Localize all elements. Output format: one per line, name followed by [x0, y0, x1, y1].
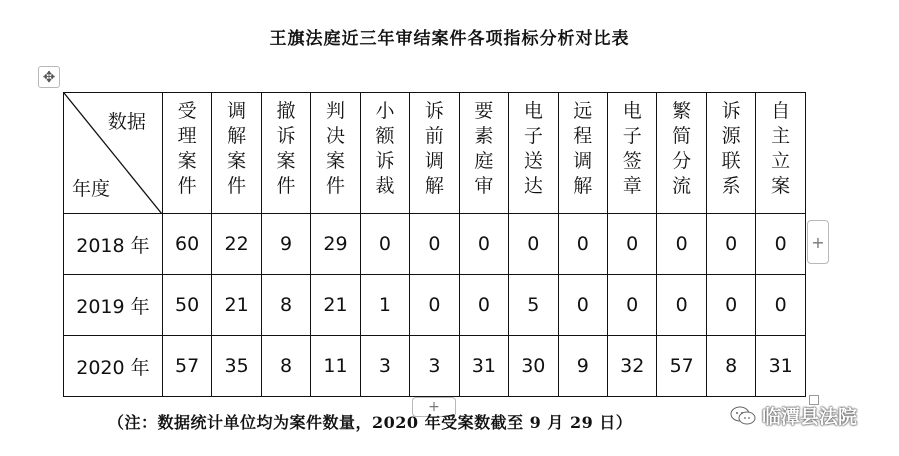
table-cell[interactable]: 0: [509, 214, 558, 275]
add-column-plus-icon[interactable]: +: [807, 220, 829, 264]
column-header: 小额诉裁: [360, 93, 409, 214]
table-row: [64, 275, 806, 336]
table-cell[interactable]: 0: [459, 275, 508, 336]
table-cell[interactable]: 22: [212, 214, 261, 275]
table-cell[interactable]: 50: [162, 275, 211, 336]
table-cell[interactable]: 0: [756, 214, 806, 275]
table-cell[interactable]: 8: [706, 336, 755, 397]
table-cell[interactable]: 0: [608, 214, 657, 275]
table-cell[interactable]: 21: [311, 275, 360, 336]
table-cell[interactable]: 0: [756, 275, 806, 336]
watermark-text: 临潭县法院: [762, 406, 858, 428]
table-cell[interactable]: 57: [162, 336, 211, 397]
table-move-icon[interactable]: ✥: [38, 66, 60, 88]
table-cell[interactable]: 0: [657, 275, 706, 336]
page-title: 王旗法庭近三年审结案件各项指标分析对比表: [269, 29, 630, 49]
year-cell[interactable]: 2019 年: [64, 275, 163, 336]
table-cell[interactable]: 0: [558, 214, 607, 275]
table-cell[interactable]: 31: [459, 336, 508, 397]
table-cell[interactable]: 8: [261, 336, 310, 397]
table-header-row: [64, 93, 806, 214]
table-cell[interactable]: 0: [657, 214, 706, 275]
table-cell[interactable]: 3: [410, 336, 459, 397]
table-row: [64, 336, 806, 397]
corner-cell: [64, 93, 163, 214]
add-row-plus-icon[interactable]: +: [412, 397, 456, 417]
table-cell[interactable]: 0: [558, 275, 607, 336]
table-cell[interactable]: 32: [608, 336, 657, 397]
table-cell[interactable]: 0: [608, 275, 657, 336]
table-cell[interactable]: 21: [212, 275, 261, 336]
column-header: 受理案件: [162, 93, 211, 214]
corner-label-year: 年度: [72, 178, 111, 200]
watermark: [730, 402, 857, 429]
table-cell[interactable]: 0: [706, 275, 755, 336]
table-cell[interactable]: 3: [360, 336, 409, 397]
corner-label-data: 数据: [107, 111, 146, 133]
table-cell[interactable]: 31: [756, 336, 806, 397]
table-cell[interactable]: 35: [212, 336, 261, 397]
table-cell[interactable]: 1: [360, 275, 409, 336]
table-cell[interactable]: 9: [558, 336, 607, 397]
column-header: 调解案件: [212, 93, 261, 214]
column-header: 远程调解: [558, 93, 607, 214]
table-cell[interactable]: 8: [261, 275, 310, 336]
table-cell[interactable]: 29: [311, 214, 360, 275]
table-cell[interactable]: 0: [459, 214, 508, 275]
table-cell[interactable]: 0: [410, 275, 459, 336]
stats-table: [63, 92, 806, 397]
table-cell[interactable]: 9: [261, 214, 310, 275]
column-header: 自主立案: [756, 93, 806, 214]
column-header: 繁简分流: [657, 93, 706, 214]
column-header: 撤诉案件: [261, 93, 310, 214]
year-cell[interactable]: 2020 年: [64, 336, 163, 397]
column-header: 诉前调解: [410, 93, 459, 214]
table-cell[interactable]: 11: [311, 336, 360, 397]
table-cell[interactable]: 57: [657, 336, 706, 397]
column-header: 电子送达: [509, 93, 558, 214]
table-cell[interactable]: 30: [509, 336, 558, 397]
table-cell[interactable]: 60: [162, 214, 211, 275]
wechat-icon: [730, 406, 756, 426]
table-row: [64, 214, 806, 275]
table-cell[interactable]: 5: [509, 275, 558, 336]
column-header: 判决案件: [311, 93, 360, 214]
table-cell[interactable]: 0: [410, 214, 459, 275]
table-cell[interactable]: 0: [706, 214, 755, 275]
table-cell[interactable]: 0: [360, 214, 409, 275]
footnote: （注：数据统计单位均为案件数量，2020 年受案数截至 9 月 29 日）: [108, 413, 633, 432]
column-header: 要素庭审: [459, 93, 508, 214]
column-header: 电子签章: [608, 93, 657, 214]
column-header: 诉源联系: [706, 93, 755, 214]
year-cell[interactable]: 2018 年: [64, 214, 163, 275]
